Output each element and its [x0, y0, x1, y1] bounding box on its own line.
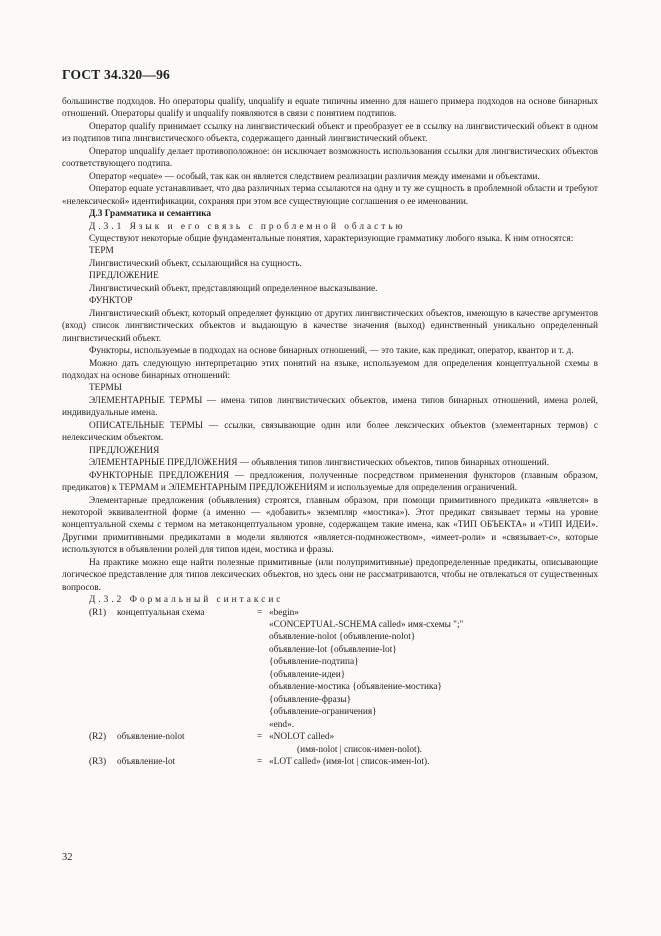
rule-line: «end».: [269, 719, 295, 730]
elementary-sentences: ЭЛЕМЕНТАРНЫЕ ПРЕДЛОЖЕНИЯ — объявления типов лингвистических объектов, типов бинарных отношений.: [89, 458, 550, 469]
rule-line: {объявление-ограничения}: [269, 707, 377, 718]
sentence-heading: ПРЕДЛОЖЕНИЕ: [89, 271, 159, 282]
paragraph: Элементарные предложения (объявления) строятся, главным образом, при помощи примитивного предиката «является» в некоторой эквивалентной форме (а именно — «добавить» экземпляр «мостика»). Этот предикат связывает термы на уровне концептуальной схемы с термом на метаконцептуальном уровне, содержащем такие имена, как «ТИП ОБЪЕКТА» и «ТИП ИДЕИ». Другими примитивными предикатами в модели являются «является-подмножеством», «имеет-роли» и «связывает-с», которые используются в объявлении ролей для типов идеи, мостика и фразы.: [62, 495, 598, 556]
rule-right: «NOLOT called»: [269, 732, 335, 743]
rule-label: (R1): [89, 607, 107, 618]
grammar-block: [62, 607, 598, 769]
rule-eq: =: [257, 732, 263, 743]
functor-heading: ФУНКТОР: [89, 296, 133, 307]
page-number: 32: [62, 852, 73, 863]
section-heading-d3: Д.3 Грамматика и семантика: [89, 209, 212, 220]
sentences-heading: ПРЕДЛОЖЕНИЯ: [89, 445, 160, 456]
rule-right: «begin»: [269, 607, 299, 618]
rule-left: объявление-nolot: [117, 732, 185, 743]
paragraph: Оператор equate устанавливает, что два различных терма ссылаются на одну и ту же сущность в проблемной области и требуют «нелексической» идентификации, сохраняя при этом все существующие соглашения о ее именовании.: [62, 184, 598, 207]
grammar-rule-r1: [62, 607, 598, 619]
term-definition: Лингвистический объект, ссылающийся на сущность.: [89, 258, 302, 269]
rule-line: {объявление-подтипа}: [269, 657, 359, 668]
rule-label: (R2): [89, 732, 107, 743]
paragraph: Оператор «equate» — особый, так как он является следствием реализации различия между именами и объектами.: [89, 171, 540, 182]
rule-left: концептуальная схема: [117, 607, 205, 618]
grammar-rule-r3: [62, 756, 598, 768]
rule-line: {объявление-фразы}: [269, 694, 352, 705]
page-body: [62, 96, 598, 768]
term-heading: ТЕРМ: [89, 246, 114, 257]
paragraph: На практике можно еще найти полезные примитивные (или полупримитивные) предопределенные предикаты, описывающие логическое представление для типов лексических объектов, но здесь они не рассматриваются, чтобы не отвлекаться от существенных вопросов.: [62, 557, 598, 593]
paragraph: Оператор qualify принимает ссылку на лингвистический объект и преобразует ее в ссылку на лингвистический объект в одном из подтипов типа лингвистического объекта, содержащего данный лингвистический объект.: [62, 121, 598, 145]
rule-line: объявление-мостика {объявление-мостика}: [269, 682, 442, 693]
elementary-terms: ЭЛЕМЕНТАРНЫЕ ТЕРМЫ — имена типов лингвистических объектов, имена типов бинарных отношений, имена ролей, индивидуальные имена.: [62, 395, 598, 419]
sentence-definition: Лингвистический объект, представляющий определенное высказывание.: [89, 283, 378, 294]
page-header: ГОСТ 34.320—96: [62, 67, 170, 82]
rule-line: объявление-lot {объявление-lot}: [269, 644, 397, 655]
terms-heading: ТЕРМЫ: [89, 383, 122, 394]
grammar-rule-r2: [62, 731, 598, 743]
paragraph: большинстве подходов. Но операторы qualify, unqualify и equate типичны именно для нашего примера подходов на основе бинарных отношений. Операторы qualify и unqualify появляются в связи с понятием подтипов.: [62, 97, 598, 120]
rule-line: объявление-nolot {объявление-nolot}: [269, 632, 416, 643]
rule-left: объявление-lot: [117, 757, 176, 768]
paragraph: Существуют некоторые общие фундаментальные понятия, характеризующие грамматику любого языка. К ним относятся:: [89, 233, 574, 244]
rule-eq: =: [257, 757, 263, 768]
section-heading-d32: Д.3.2 Формальный синтаксис: [89, 595, 284, 606]
paragraph: Можно дать следующую интерпретацию этих понятий на языке, используемом для определения концептуальной схемы в подходах на основе бинарных отношений:: [62, 358, 598, 381]
paragraph: Оператор unqualify делает противоположное: он исключает возможность использования ссылки для лингвистических объектов соответствующего подтипа.: [62, 146, 598, 170]
descriptive-terms: ОПИСАТЕЛЬНЫЕ ТЕРМЫ — ссылки, связывающие один или более лексических объектов (элементарных термов) с нелексическим объектом.: [62, 420, 598, 444]
rule-line: (имя-nolot | список-имен-nolot).: [297, 744, 422, 755]
functor-definition: Лингвистический объект, который определяет функцию от других лингвистических объектов, имеющую в качестве аргументов (вход) список лингвистических объектов и выдающую в качестве значения (выход) единственный уникально определенный лингвистический объект.: [62, 308, 598, 344]
paragraph: Функторы, используемые в подходах на основе бинарных отношений, — это такие, как предикат, оператор, квантор и т. д.: [89, 346, 574, 357]
rule-line: «CONCEPTUAL-SCHEMA called» имя-схемы ";": [269, 620, 464, 631]
section-heading-d31: Д.3.1 Язык и его связь с проблемной областью: [89, 221, 406, 232]
rule-label: (R3): [89, 757, 107, 768]
rule-eq: =: [257, 607, 263, 618]
rule-right: «LOT called» (имя-lot | список-имен-lot).: [269, 757, 430, 768]
functor-sentences: ФУНКТОРНЫЕ ПРЕДЛОЖЕНИЯ — предложения, полученные посредством применения функторов (главным образом, предикатов) к ТЕРМАМ и ЭЛЕМЕНТАРНЫМ ПРЕДЛОЖЕНИЯМ и используемые для определения ограничений.: [62, 470, 598, 494]
rule-line: {объявление-идеи}: [269, 669, 346, 680]
